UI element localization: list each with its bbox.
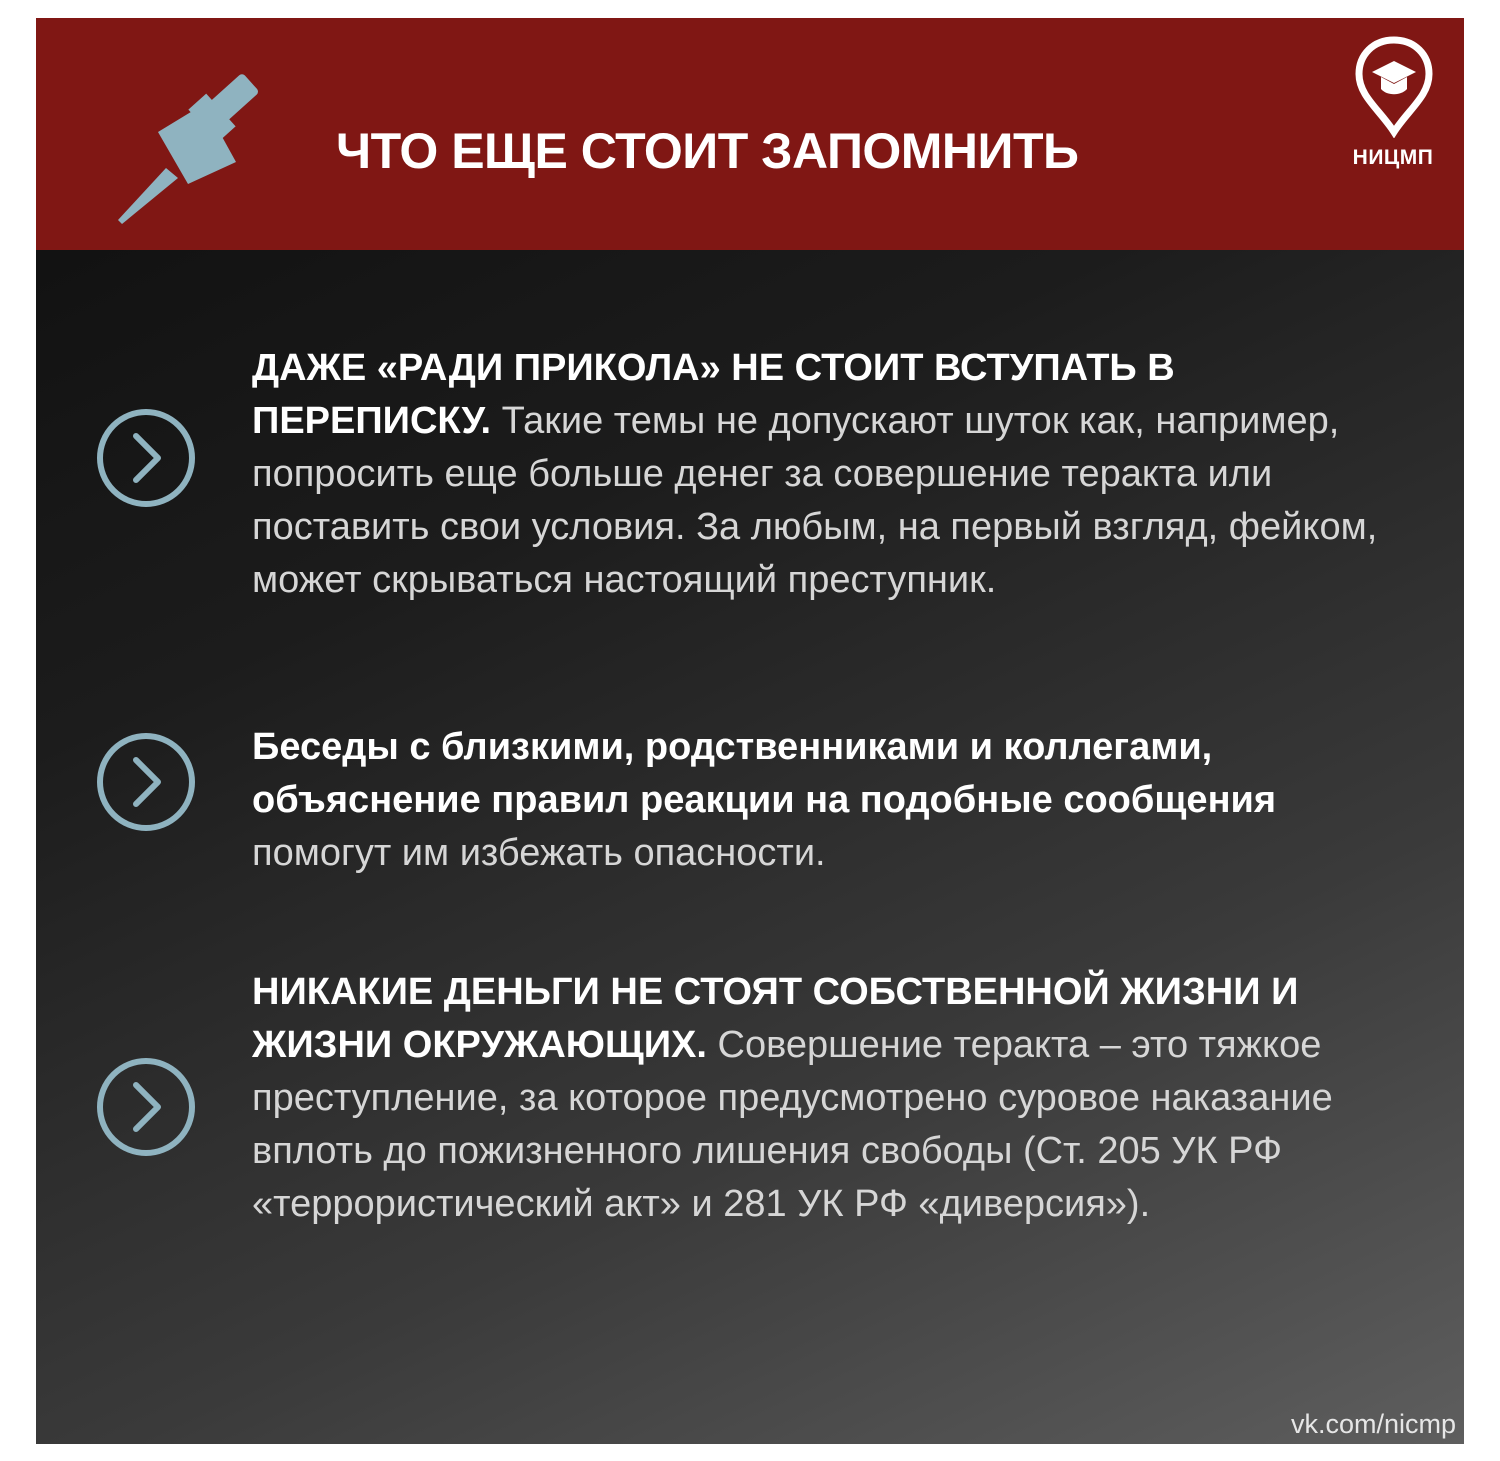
chevron-right-circle-icon [94, 1055, 198, 1159]
tip-heading-3: НИКАКИЕ ДЕНЬГИ НЕ СТОЯТ СОБСТВЕННОЙ ЖИЗНИ И ЖИЗНИ ОКРУЖАЮЩИХ. [252, 971, 1299, 1066]
tip-heading-2: Беседы с близкими, родственниками и коллегами, объяснение правил реакции на подобные сообщения [252, 726, 1277, 821]
tip-body-2: помогут им избежать опасности. [252, 832, 826, 874]
tip-text-3 [252, 966, 1402, 1231]
tip-body-3: Совершение теракта – это тяжкое преступление, за которое предусмотрено суровое наказание вплоть до пожизненного лишения свободы (Ст. 205 УК РФ «террористический акт» и 281 УК РФ «диверсия»). [252, 1024, 1333, 1225]
chevron-right-circle-icon [94, 406, 198, 510]
infographic-card [36, 18, 1464, 1444]
tip-text-2 [252, 721, 1402, 880]
header-banner [36, 18, 1464, 250]
tip-body-1: Такие темы не допускают шуток как, например, попросить еще больше денег за совершение теракта или поставить свои условия. За любым, на первый взгляд, фейком, может скрываться настоящий преступник. [252, 400, 1378, 601]
graduation-cap-location-pin-icon [1354, 34, 1434, 138]
nicmp-logo [1336, 34, 1456, 184]
tip-text-1 [252, 342, 1402, 607]
page-title: ЧТО ЕЩЕ СТОИТ ЗАПОМНИТЬ [336, 123, 1079, 179]
footer-url: vk.com/nicmp [1290, 1409, 1456, 1439]
logo-text: НИЦМП [1352, 146, 1434, 169]
chevron-right-circle-icon [94, 730, 198, 834]
pushpin-icon [118, 66, 278, 226]
tip-heading-1: ДАЖЕ «РАДИ ПРИКОЛА» НЕ СТОИТ ВСТУПАТЬ В ПЕРЕПИСКУ. [252, 347, 1175, 442]
